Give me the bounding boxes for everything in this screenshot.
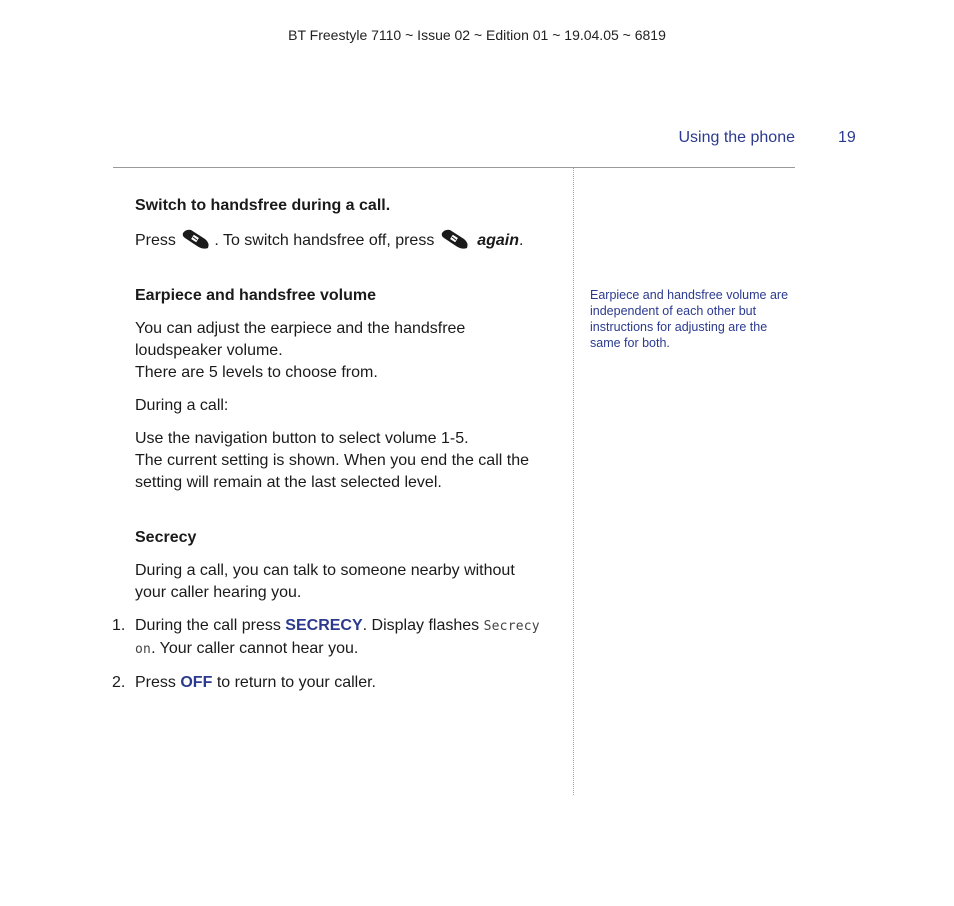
volume-p3-line1: Use the navigation button to select volume 1-5.	[135, 430, 469, 447]
secrecy-key-label: SECRECY	[285, 617, 363, 634]
secrecy-section	[112, 527, 560, 694]
handsfree-mid-text: . To switch handsfree off, press	[214, 232, 435, 249]
volume-p1-line2: loudspeaker volume.	[135, 342, 283, 359]
display-text-secrecy: Secrecy	[483, 619, 540, 634]
page-number: 19	[838, 129, 856, 146]
volume-p1-line1: You can adjust the earpiece and the handsfree	[135, 320, 466, 337]
secrecy-intro	[135, 560, 560, 604]
handsfree-icon	[440, 228, 472, 250]
sidenote-line2: independent of each other but	[590, 304, 757, 318]
step1-middle: . Display flashes	[362, 617, 480, 634]
volume-p3-line3: setting will remain at the last selected level.	[135, 474, 442, 491]
volume-paragraph-1	[135, 318, 560, 384]
side-note	[590, 287, 800, 351]
volume-p1-line3: There are 5 levels to choose from.	[135, 364, 378, 381]
secrecy-intro-line1: During a call, you can talk to someone nearby without	[135, 562, 515, 579]
again-text: again	[477, 232, 520, 249]
secrecy-heading: Secrecy	[135, 529, 197, 546]
section-title: Using the phone	[678, 129, 795, 146]
handsfree-end: .	[519, 232, 524, 249]
secrecy-steps	[112, 615, 560, 694]
header-divider	[113, 167, 795, 168]
sidenote-line4: same for both.	[590, 336, 670, 350]
secrecy-step-1	[112, 615, 560, 661]
volume-paragraph-2: During a call:	[135, 397, 229, 414]
off-key-label: OFF	[180, 674, 213, 691]
secrecy-intro-line2: your caller hearing you.	[135, 584, 302, 601]
handsfree-icon	[181, 228, 213, 250]
main-column	[112, 195, 560, 705]
sidenote-line1: Earpiece and handsfree volume are	[590, 288, 789, 302]
secrecy-step-2	[112, 672, 560, 694]
sidenote-line3: instructions for adjusting are the	[590, 320, 768, 334]
handsfree-instruction	[135, 228, 560, 252]
step-number: 1.	[112, 617, 126, 634]
document-info: BT Freestyle 7110 ~ Issue 02 ~ Edition 01 ~ 19.04.05 ~ 6819	[288, 27, 666, 43]
display-text-on: on	[135, 642, 152, 657]
column-divider	[573, 168, 574, 795]
step-number: 2.	[112, 674, 126, 691]
press-text: Press	[135, 232, 176, 249]
step2-after: to return to your caller.	[216, 674, 376, 691]
volume-paragraph-3	[135, 428, 560, 494]
volume-p3-line2: The current setting is shown. When you end the call the	[135, 452, 529, 469]
handsfree-heading: Switch to handsfree during a call.	[135, 197, 391, 214]
step1-after: . Your caller cannot hear you.	[151, 640, 359, 657]
step2-before: Press	[135, 674, 176, 691]
step1-before: During the call press	[135, 617, 281, 634]
volume-section	[135, 285, 560, 494]
handsfree-section	[135, 195, 560, 252]
volume-heading: Earpiece and handsfree volume	[135, 287, 376, 304]
